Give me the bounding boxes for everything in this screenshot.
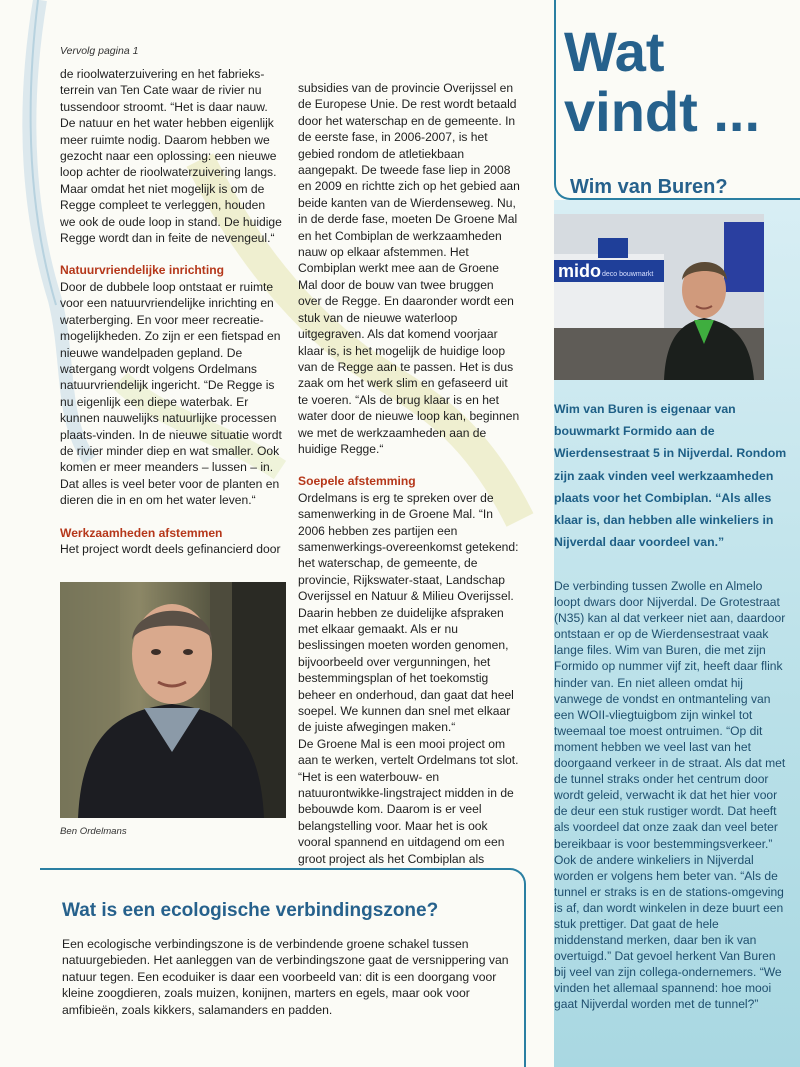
sidebar-title-line: vindt ... [564, 80, 760, 143]
interview-intro: Wim van Buren is eigenaar van bouwmarkt Formido aan de Wierdensestraat 5 in Nijverdal. Rondom zijn zaak vinden veel werkzaamheden plaats voor het Combiplan. “Als alles klaar is, dan hebben alle winkeliers in Nijverdal daar voordeel van.” [554, 402, 787, 550]
paragraph: subsidies van de provincie Overijssel en de Europese Unie. De rest wordt betaald door het waterschap en de gemeente. In de eerste fase, in 2006-2007, is het gebied rondom de atletiekbaan aangepakt. De tweede fase liep in 2008 en 2009 en richtte zich op het gebied aan beide kanten van de Wierdenseweg. Nu, in de derde fase, moeten De Groene Mal en het Combiplan de werkzaamheden nauw op elkaar afstemmen. Het Combiplan werkt mee aan de Groene Mal door de bouw van twee bruggen over de Regge. En daaronder wordt een stuk van de nieuwe waterloop uitgegraven. Als dat komend voorjaar klaar is, is het mogelijk de huidige loop van de Regge aan te passen. Het is dus zaak om het werk slim en gefaseerd uit te voeren. “Als de brug klaar is en het water door de nieuwe loop kan, beginnen we met de werkzaamheden aan de huidige Regge.“ [298, 81, 520, 456]
interview-text [554, 578, 790, 1013]
store-sign-small: deco bouwmarkt [602, 271, 654, 278]
photo-wim-van-buren [554, 214, 764, 380]
paragraph: Het project wordt deels gefinancierd door [60, 541, 281, 556]
paragraph: de rioolwaterzuivering en het fabrieks-terrein van Ten Cate waar de rivier nu tussendoor stroomt. “Het is daar nauw. De natuur en het water hebben eigenlijk meer ruimte nodig. Daarom hebben we gezocht naar een oplossing: een nieuwe loop achter de rioolwaterzuivering langs. Maar omdat het niet mogelijk is om de Regge compleet te verleggen, houden we ook de oude loop in stand. De huidige Regge wordt dan in feite de nevengeul.“ [60, 67, 282, 246]
photo-ben-ordelmans [60, 582, 286, 818]
paragraph: De verbinding tussen Zwolle en Almelo loopt dwars door Nijverdal. De Grotestraat (N35) kan al dat verkeer niet aan, daardoor ontstaan er op de Wierdensestraat vaak lange files. Wim van Buren, die met zijn Formido op nummer vijf zit, heeft daar flink hinder van. En niet alleen omdat hij vanwege de vondst en ontmanteling van een WOII-vliegtuigbom zijn winkel tot tweemaal toe moest ontruimen. “Op dit moment hebben we veel last van het doorgaand verkeer in de straat. Als dat met de tunnel straks onder het centrum door wordt geleid, verwacht ik dat het hier voor de deur een stuk rustiger wordt. Dat heeft als voordeel dat onze zaak dan veel beter bereikbaar is voor bestemmingsverkeer.” [554, 579, 786, 851]
paragraph: De Groene Mal is een mooi project om aan te werken, vertelt Ordelmans tot slot. “Het is een waterbouw- en natuurontwikke-lingstraject midden in de bebouwde kom. Daarom is er veel belangstelling voor. Maar het is ook vooral spannend en uitdagend om een groot project als het Combiplan als [298, 736, 519, 866]
paragraph: Door de dubbele loop ontstaat er ruimte voor een natuurvriendelijke inrichting en waterberging. En voor meer recreatie-mogelijkheden. Zo zijn er een fietspad en nieuwe wandelpaden gepland. De watergang wordt volgens Ordelmans natuurvriendelijk ingericht. “De Regge is nu eigenlijk een diepe waterbak. Er kunnen nauwelijks natuurlijke processen plaats-vinden. In de nieuwe situatie wordt de rivier minder diep en wat smaller. Ook komen er meer meanders – lussen – in. Dat alles is veel beter voor de planten en dieren die in en om het water leven.“ [60, 279, 282, 508]
continued-label: Vervolg pagina 1 [60, 45, 139, 57]
article-column-right [298, 80, 520, 884]
sidebar-title-line: Wat [564, 20, 665, 83]
paragraph: Ook de andere winkeliers in Nijverdal worden er volgens hem beter van. “Als de tunnel er straks is en de stations-omgeving is af, dan wordt winkelen in deze buurt een stuk prettiger. Dat gaat de hele middenstand merken, daar ben ik van overtuigd.” Dat gevoel herkent Van Buren bij veel van zijn collega-ondernemers. “We vinden het allemaal spannend: hoe mooi gaat Nijverdal worden met de tunnel?” [554, 852, 784, 1012]
section-heading: Natuurvriendelijke inrichting [60, 263, 224, 278]
store-sign: mido [558, 261, 601, 281]
info-box-ecological-zone [40, 868, 526, 1067]
sidebar-subtitle: Wim van Buren? [570, 176, 728, 198]
portrait-illustration [60, 582, 286, 818]
paragraph: Ordelmans is erg te spreken over de samenwerking in de Groene Mal. “In 2006 hebben zes partijen een samenwerkings-overeenkomst getekend: het waterschap, de gemeente, de provincie, Rijkswater-staat, Landschap Overijssel en Natuur & Milieu Overijssel. Daarin hebben ze duidelijke afspraken met elkaar gemaakt. Als er nu beslissingen moeten worden genomen, bijvoorbeeld over vergunningen, het bestemmingsplan of het toekomstig beheer en onderhoud, dan gaat dat heel soepel. We kunnen dan snel met elkaar de juiste afwegingen maken.“ [298, 490, 519, 735]
article-column-left [60, 66, 282, 557]
sidebar-title [564, 22, 794, 142]
photo-caption: Ben Ordelmans [60, 826, 127, 837]
section-heading: Soepele afstemming [298, 474, 416, 489]
store-photo-illustration [554, 214, 764, 380]
info-box-text: Een ecologische verbindingszone is de verbindende groene schakel tussen natuurgebieden. Het aanleggen van de verbindingszone gaat de versnippering van natuur tegen. Een ecoduiker is daar een voorbeeld van: dit is een doorgang voor kleine zoogdieren, zoals muizen, konijnen, marters en egels, maar ook voor amfibieën, zoals kikkers, salamanders en padden. [62, 937, 509, 1017]
sidebar-header [554, 0, 800, 200]
section-heading: Werkzaamheden afstemmen [60, 525, 223, 540]
info-box-title: Wat is een ecologische verbindingszone? [62, 900, 439, 921]
